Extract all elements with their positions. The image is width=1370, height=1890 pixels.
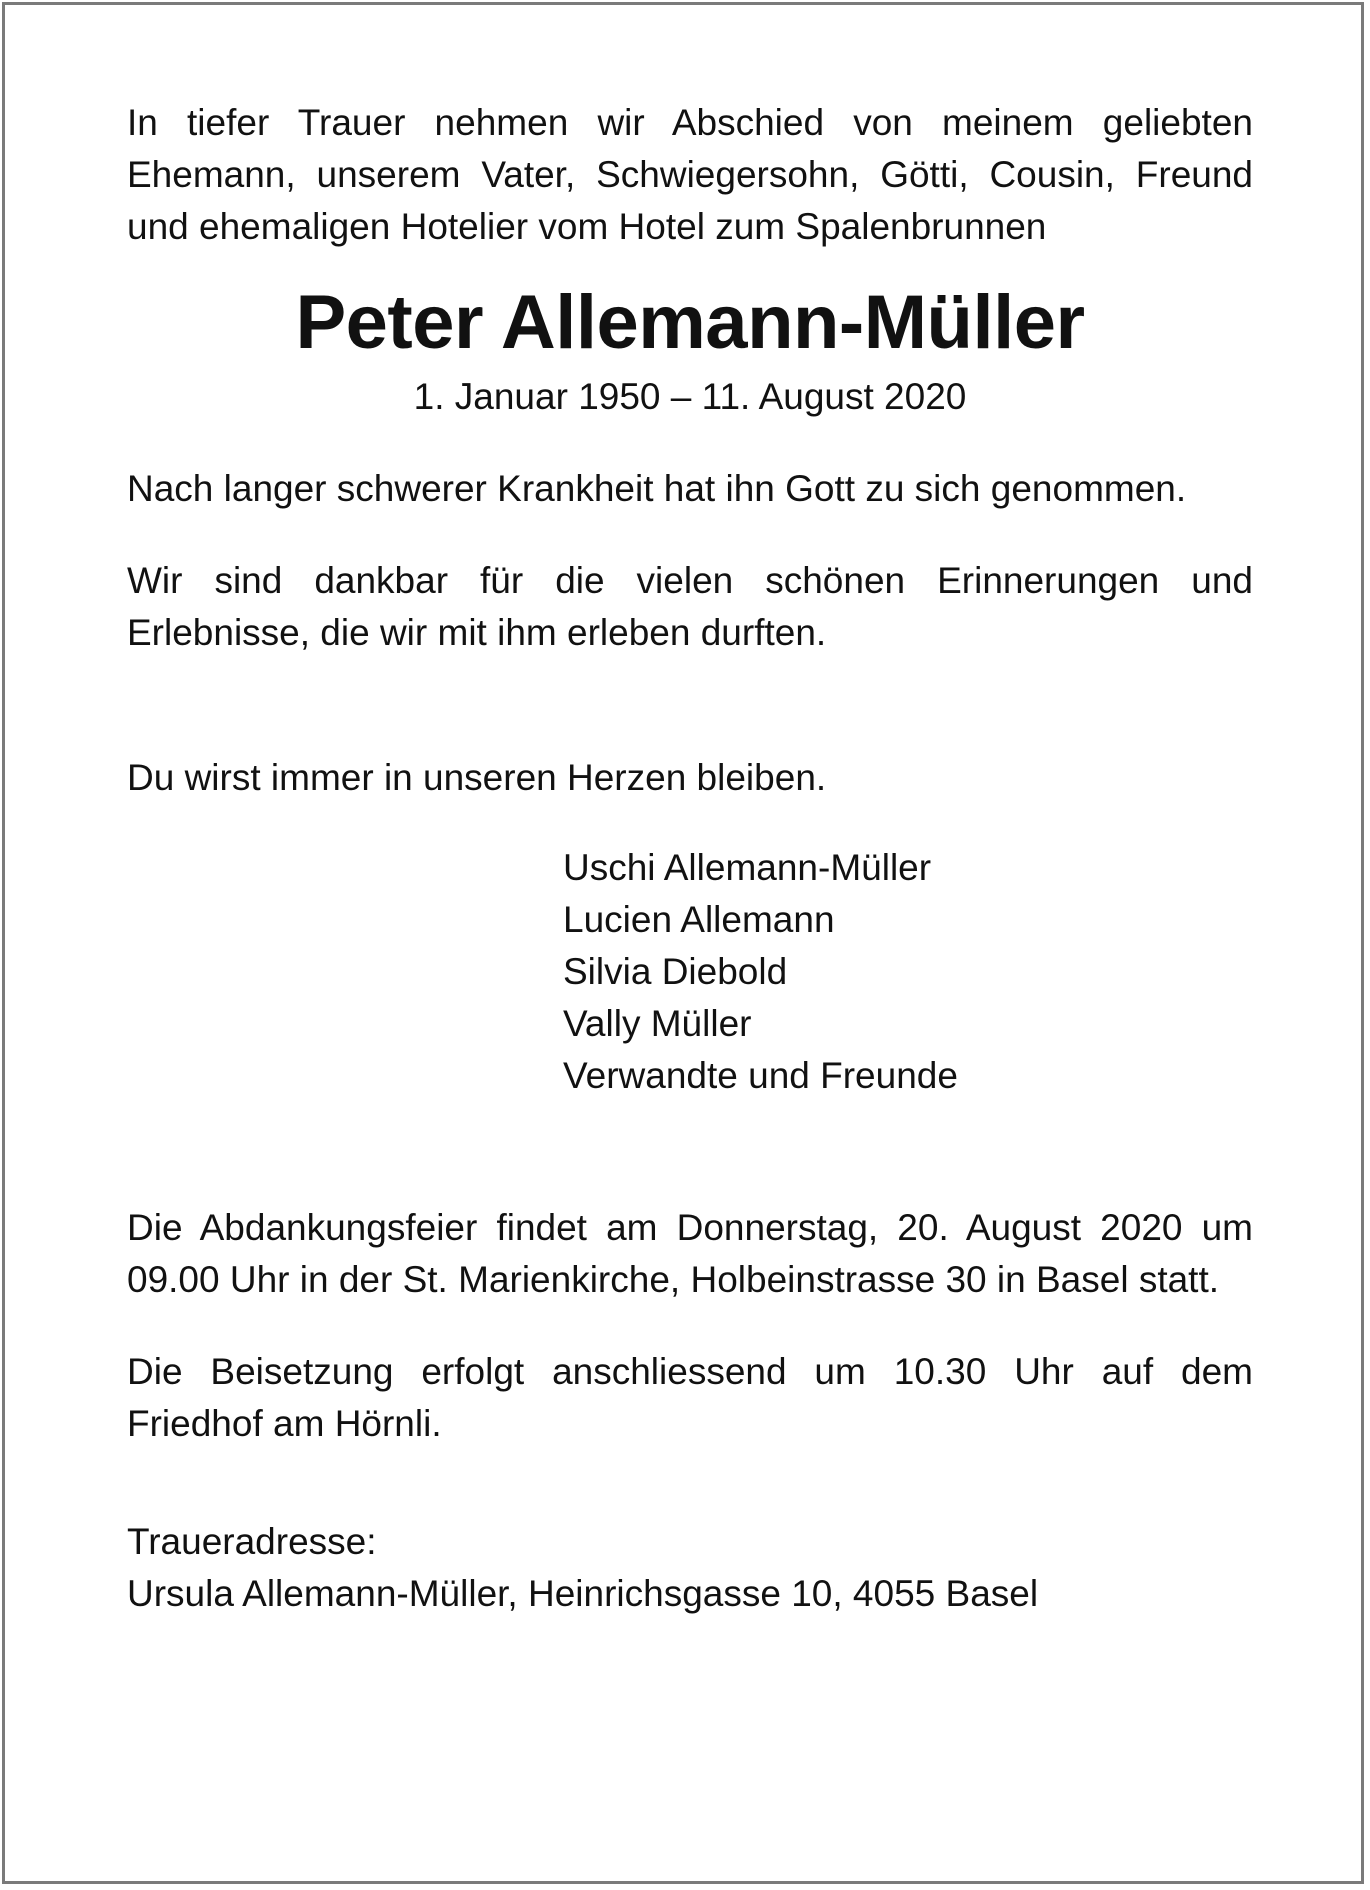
address-value: Ursula Allemann-Müller, Heinrichsgasse 10, 4055 Basel bbox=[127, 1573, 1039, 1614]
mourner-item: Silvia Diebold bbox=[563, 951, 788, 992]
intro-paragraph: In tiefer Trauer nehmen wir Abschied von meinem geliebten Ehemann, unserem Vater, Schwiegersohn, Götti, Cousin, Freund und ehemaligen Hotelier vom Hotel zum Spalenbrunnen bbox=[127, 102, 1253, 247]
mourners-list bbox=[127, 842, 1253, 1102]
mourner-item: Uschi Allemann-Müller bbox=[563, 847, 932, 888]
service-paragraph: Die Abdankungsfeier findet am Donnerstag, 20. August 2020 um 09.00 Uhr in der St. Marienkirche, Holbeinstrasse 30 in Basel statt. bbox=[127, 1207, 1253, 1300]
illness-paragraph: Nach langer schwerer Krankheit hat ihn Gott zu sich genommen. bbox=[127, 468, 1187, 509]
address-label: Traueradresse: bbox=[127, 1521, 377, 1562]
burial-paragraph: Die Beisetzung erfolgt anschliessend um 10.30 Uhr auf dem Friedhof am Hörnli. bbox=[127, 1351, 1253, 1444]
mourner-item: Verwandte und Freunde bbox=[563, 1055, 958, 1096]
obituary-content bbox=[127, 97, 1253, 1620]
deceased-name: Peter Allemann-Müller bbox=[295, 280, 1085, 365]
mourner-item: Vally Müller bbox=[563, 1003, 752, 1044]
obituary-frame bbox=[2, 2, 1364, 1884]
gratitude-paragraph: Wir sind dankbar für die vielen schönen Erinnerungen und Erlebnisse, die wir mit ihm erleben durften. bbox=[127, 560, 1253, 653]
life-dates: 1. Januar 1950 – 11. August 2020 bbox=[413, 376, 967, 417]
mourner-item: Lucien Allemann bbox=[563, 899, 835, 940]
hearts-paragraph: Du wirst immer in unseren Herzen bleiben. bbox=[127, 757, 827, 798]
